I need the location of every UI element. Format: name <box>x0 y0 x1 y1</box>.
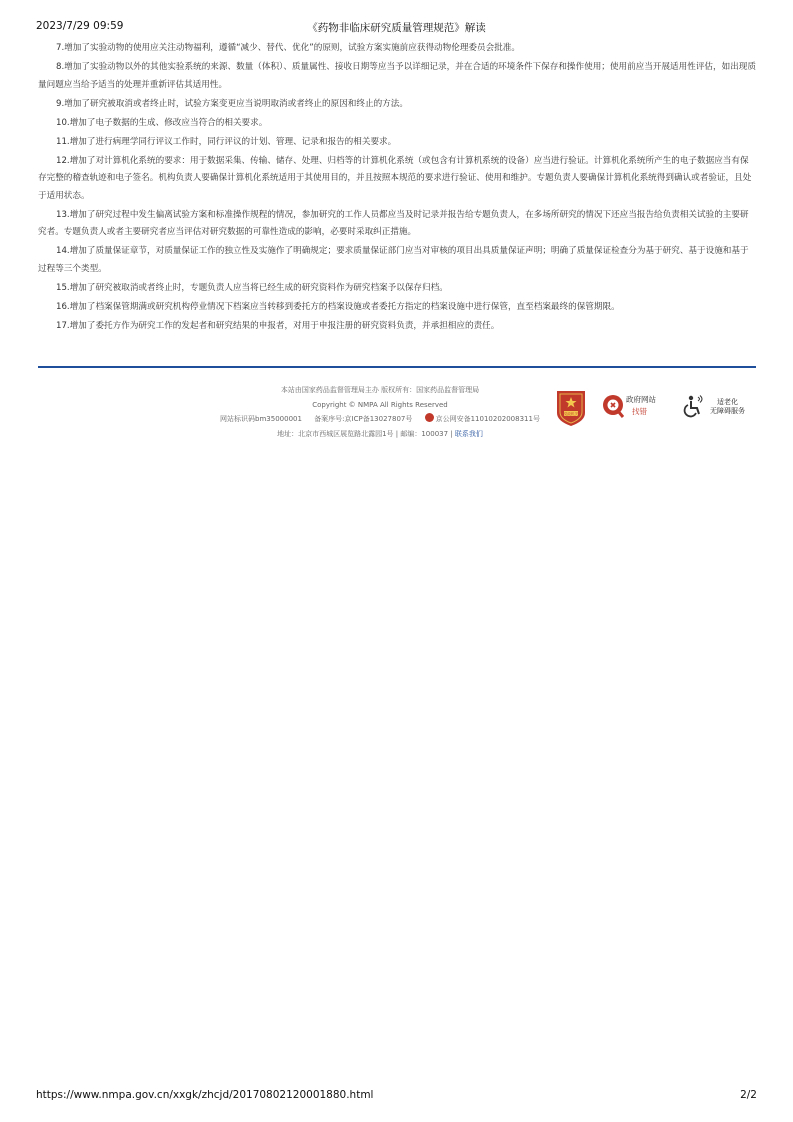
print-datetime: 2023/7/29 09:59 <box>36 20 124 32</box>
party-badge-text: 党政机关 <box>563 412 579 416</box>
accessibility-line2: 无障碍服务 <box>710 407 745 415</box>
page-number: 2/2 <box>740 1089 757 1101</box>
list-item: 8.增加了实验动物以外的其他实验系统的来源、数量（体积）、质量属性、接收日期等应当予以详细记录，并在合适的环境条件下保存和操作使用；使用前应当开展适用性评估，如出现质量问题应当给予适当的处理并重新评估其适用性。 <box>38 62 756 90</box>
footer-copyright: Copyright © NMPA All Rights Reserved <box>312 400 448 409</box>
list-item: 7.增加了实验动物的使用应关注动物福利，遵循“减少、替代、优化”的原则，试验方案实施前应获得动物伦理委员会批准。 <box>56 43 520 53</box>
footer-sponsor: 本站由国家药品监督管理局主办 版权所有：国家药品监督管理局 <box>280 386 480 394</box>
accessibility-line1: 适老化 <box>717 398 738 406</box>
magnifier-error-icon <box>601 393 625 419</box>
icp-link[interactable]: 备案序号:京ICP备13027807号 <box>314 415 413 423</box>
page-url: https://www.nmpa.gov.cn/xxgk/zhcjd/20170802120001880.html <box>36 1089 374 1101</box>
site-footer <box>190 383 570 441</box>
police-emblem-icon <box>425 413 434 422</box>
list-item: 10.增加了电子数据的生成、修改应当符合的相关要求。 <box>56 117 268 128</box>
list-item: 14.增加了质量保证章节，对质量保证工作的独立性及实施作了明确规定；要求质量保证部门应当对审核的项目出具质量保证声明；明确了质量保证检查分为基于研究、基于设施和基于过程等三个类型。 <box>38 246 749 274</box>
list-item: 12.增加了对计算机化系统的要求：用于数据采集、传输、储存、处理、归档等的计算机化系统（或包含有计算机系统的设备）应当进行验证。计算机化系统所产生的电子数据应当有保存完整的稽查轨迹和电子签名。机构负责人要确保计算机化系统适用于其使用目的，并且按照本规范的要求进行验证、使用和维护。专题负责人要确保计算机化系统得到确认或者验证，且处于适用状态。 <box>38 155 752 201</box>
gov-site-error-badge[interactable] <box>601 393 666 421</box>
gov-badge-line2: 找错 <box>632 407 647 416</box>
footer-address-row <box>190 427 570 442</box>
footer-divider <box>38 366 756 368</box>
list-item: 13.增加了研究过程中发生偏离试验方案和标准操作规程的情况，参加研究的工作人员都应当及时记录并报告给专题负责人，在多场所研究的情况下还应当报告给负责相关试验的主要研究者。专题负责人或者主要研究者应当评估对研究数据的可靠性造成的影响，必要时采取纠正措施。 <box>38 209 749 237</box>
site-id: 网站标识码bm35000001 <box>220 415 302 423</box>
accessibility-service-badge[interactable] <box>682 394 752 420</box>
contact-us-link[interactable]: 联系我们 <box>454 429 483 438</box>
police-link[interactable]: 京公网安备11010202008311号 <box>435 415 540 423</box>
party-government-icon <box>555 389 587 427</box>
article-body <box>38 40 756 337</box>
list-item: 11.增加了进行病理学同行评议工作时，同行评议的计划、管理、记录和报告的相关要求。 <box>56 136 397 147</box>
wheelchair-icon <box>682 394 706 418</box>
list-item: 15.增加了研究被取消或者终止时，专题负责人应当将已经生成的研究资料作为研究档案予以保存归档。 <box>56 282 448 293</box>
gov-badge-line1: 政府网站 <box>626 395 656 404</box>
document-title: 《药物非临床研究质量管理规范》解读 <box>307 22 486 34</box>
list-item: 9.增加了研究被取消或者终止时，试验方案变更应当说明取消或者终止的原因和终止的方法。 <box>56 98 408 109</box>
print-header <box>36 20 757 34</box>
footer-address: 地址：北京市西城区展览路北露园1号 | 邮编：100037 | <box>277 429 453 438</box>
footer-registration <box>190 412 570 427</box>
print-footer <box>36 1089 757 1103</box>
list-item: 17.增加了委托方作为研究工作的发起者和研究结果的申报者，对用于申报注册的研究资料负责，并承担相应的责任。 <box>56 320 500 331</box>
list-item: 16.增加了档案保管期满或研究机构停业情况下档案应当转移到委托方的档案设施或者委托方指定的档案设施中进行保管，直至档案最终的保管期限。 <box>56 301 620 312</box>
party-government-badge[interactable] <box>555 389 587 427</box>
accessibility-label <box>710 398 745 416</box>
